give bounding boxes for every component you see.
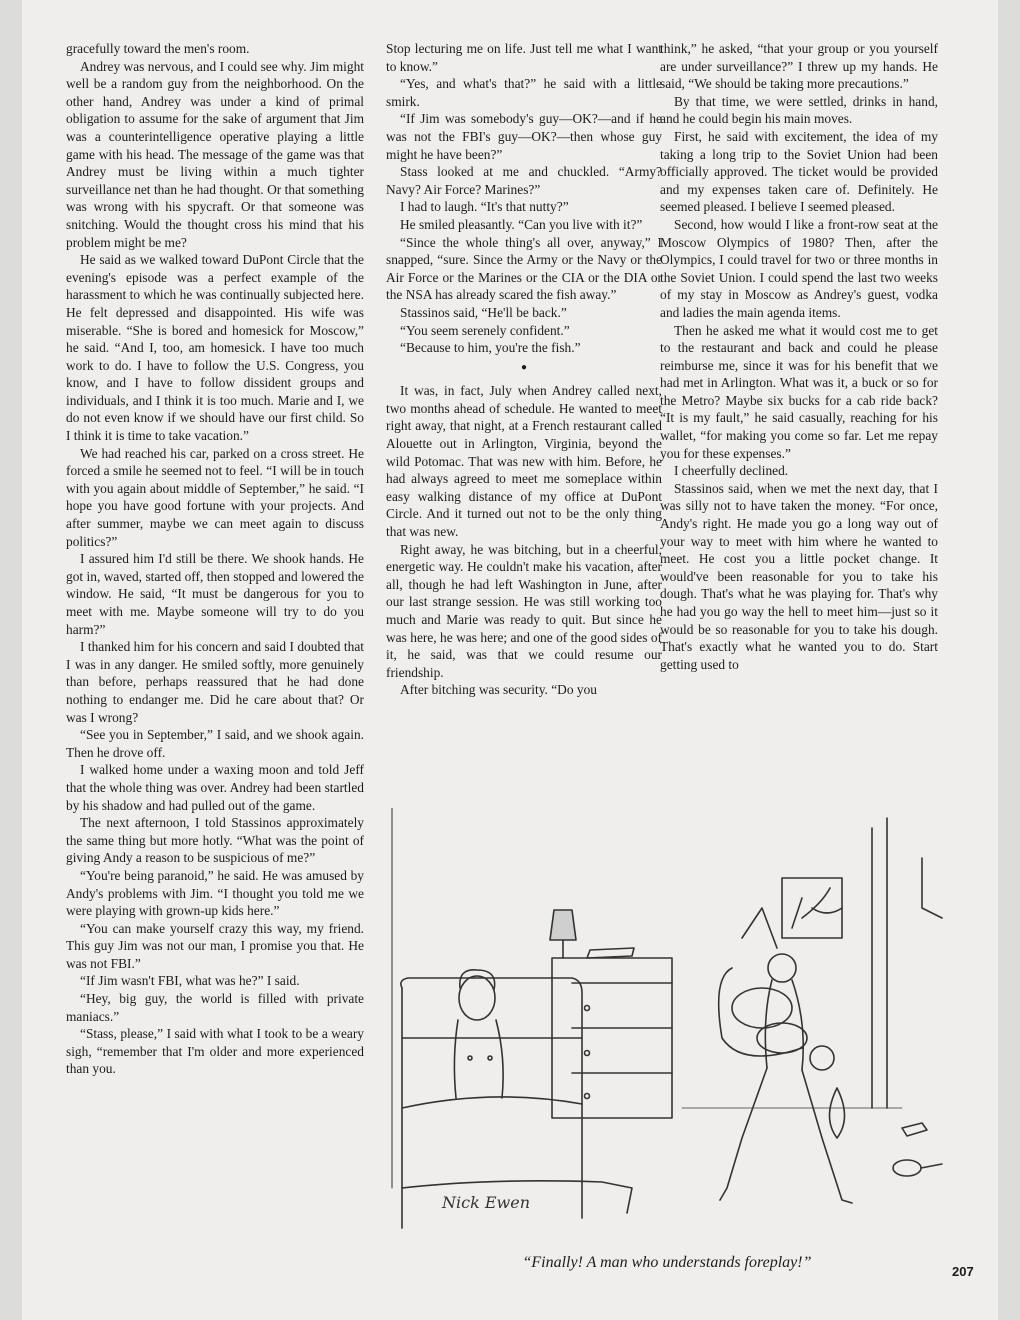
paragraph: First, he said with excitement, the idea of my taking a long trip to the Soviet Union had been officially approved. The ticket would be provided and my expenses taken care of. Definitely. He seemed pleased. I believe I seemed pleased.: [660, 128, 938, 215]
paragraph: He said as we walked toward DuPont Circle that the evening's episode was a perfect example of the harassment to which he was continually subjected here. He felt depressed and disappointed. His wife was miserable. “She is bored and homesick for Moscow,” he said. “And I, too, am homesick. I have too much work to do. I have to follow the U.S. Congress, you know, and I have to follow dissident groups and individuals, and I think it is too much. Marie and I, we do not even know if we should have our first child. So I think it is time to take vacation.”: [66, 252, 364, 444]
paragraph: We had reached his car, parked on a cross street. He forced a smile he seemed not to feel. “I will be in touch with you again about middle of September,” he said. “I hope you have good fortune with your projects. And after summer, maybe we can meet again to discuss politics?”: [66, 445, 364, 549]
paragraph: I cheerfully declined.: [674, 463, 789, 479]
paragraph: He smiled pleasantly. “Can you live with it?”: [400, 216, 643, 232]
paragraph: “If Jim wasn't FBI, what was he?” I said.: [80, 973, 300, 989]
paragraph: “Stass, please,” I said with what I took to be a weary sigh, “remember that I'm older and more experienced than you.: [66, 1026, 364, 1077]
cartoonist-signature: Nick Ewen: [442, 1193, 531, 1212]
text-column-1: [66, 40, 364, 1078]
paragraph: Then he asked me what it would cost me to get to the restaurant and back and could he please reimburse me, since it was for his benefit that we had met in Arlington. What was it, a buck or so for the Metro? Maybe six bucks for a cab ride back? “It is my fault,” he said casually, reaching for his wallet, “for making you come so far. Let me repay you for these expenses.”: [660, 322, 938, 461]
paragraph: “If Jim was somebody's guy—OK?—and if he was not the FBI's guy—OK?—then whose guy might he have been?”: [386, 111, 662, 162]
paragraph: Stassinos said, when we met the next day, that I was silly not to have taken the money. “For once, Andy's right. He made you go a long way out of your way to meet with him where he wanted to meet. He cost you a little pocket change. It would've been reasonable for you to take his dough. That's what he was playing for. That's why he had you go way the hell to meet him—just so it would be so reasonable for you to take his dough. That's exactly what he wanted you to do. Start getting used to: [660, 480, 938, 672]
paragraph: Stass looked at me and chuckled. “Army? Navy? Air Force? Marines?”: [386, 164, 662, 197]
paragraph: “You can make yourself crazy this way, my friend. This guy Jim was not our man, I promise you that. He was not FBI.”: [66, 920, 364, 971]
paragraph: Second, how would I like a front-row seat at the Moscow Olympics of 1980? Then, after the Olympics, I could travel for two or three months in the Soviet Union. I could spend the last two weeks of my stay in Moscow as Andrey's guest, vodka and ladies the main agenda items.: [660, 216, 938, 320]
paragraph: “See you in September,” I said, and we shook again. Then he drove off.: [66, 727, 364, 760]
magazine-page: [22, 0, 998, 1320]
paragraph: “Yes, and what's that?” he said with a little smirk.: [386, 76, 662, 109]
paragraph: Stop lecturing me on life. Just tell me what I want to know.”: [386, 41, 662, 74]
cartoon-caption: “Finally! A man who understands foreplay!”: [522, 1254, 812, 1271]
paragraph: “Hey, big guy, the world is filled with private maniacs.”: [66, 991, 364, 1024]
paragraph: “Because to him, you're the fish.”: [400, 340, 581, 356]
paragraph: I thanked him for his concern and said I doubted that I was in any danger. He smiled softly, more genuinely than before, perhaps reassured that he had done nothing to endanger me. Did he care about that? Or was I wrong?: [66, 639, 364, 725]
text-column-3: [660, 40, 938, 673]
paragraph: Stassinos said, “He'll be back.”: [400, 304, 567, 320]
paragraph: It was, in fact, July when Andrey called next, two months ahead of schedule. He wanted to meet right away, that night, at a French restaurant called Alouette out in Arlington, Virginia, beyond the wild Potomac. That was new with him. Before, he had always agreed to meet me someplace within easy walking distance of my office at DuPont Circle. And it turned out not to be the only thing that was new.: [386, 383, 662, 540]
paragraph: “Since the whole thing's all over, anyway,” I snapped, “sure. Since the Army or the Navy or the Air Force or the Marines or the CIA or the DIA or the NSA has already scared the fish away.”: [386, 234, 662, 303]
paragraph: I had to laugh. “It's that nutty?”: [400, 199, 569, 215]
paragraph: gracefully toward the men's room.: [66, 41, 250, 56]
paragraph: “You seem serenely confident.”: [400, 322, 570, 338]
paragraph: “You're being paranoid,” he said. He was amused by Andy's problems with Jim. “I thought you told me we were playing with grown-up kids here.”: [66, 867, 364, 919]
paragraph: I assured him I'd still be there. We shook hands. He got in, waved, started off, then stopped and lowered the window. He said, “It must be dangerous for you to meet with me. Maybe someone will try to do you harm?”: [66, 551, 364, 637]
section-break-bullet: ●: [520, 361, 528, 373]
paragraph: Andrey was nervous, and I could see why. Jim might well be a random guy from the neighborhood. On the other hand, Andrey was under a kind of primal obligation to assume for the sake of argument that Jim was a counterintelligence operative playing a little game with his head. The message of the game was that Andrey must be living within a much tighter surveillance net than he had thought. Or that something was wrong with his spycraft. Or that someone was snitching. Would the thought cross his mind that his problem might be me?: [66, 58, 364, 250]
paragraph: By that time, we were settled, drinks in hand, and he could begin his main moves.: [660, 93, 938, 127]
paragraph: I walked home under a waxing moon and told Jeff that the whole thing was over. Andrey had been startled by his shadow and had pulled out of the game.: [66, 762, 364, 813]
paragraph: The next afternoon, I told Stassinos approximately the same thing but more hotly. “What was the point of giving Andy a reason to be suspicious of me?”: [66, 815, 364, 866]
cartoon-illustration: [382, 808, 952, 1248]
page-number: 207: [952, 1264, 974, 1279]
paragraph: Right away, he was bitching, but in a cheerful, energetic way. He couldn't make his vacation, after all, though he had left Washington in June, after our last strange session. He was still working too much and Marie was ready to quit. But since he was here, he was here; and one of the good sides of it, he said, was that we could resume our friendship.: [386, 541, 662, 680]
paragraph: think,” he asked, “that your group or you yourself are under surveillance?” I threw up my hands. He said, “We should be taking more precautions.”: [660, 41, 938, 92]
text-column-2: [386, 40, 662, 699]
paragraph: After bitching was security. “Do you: [400, 682, 597, 698]
